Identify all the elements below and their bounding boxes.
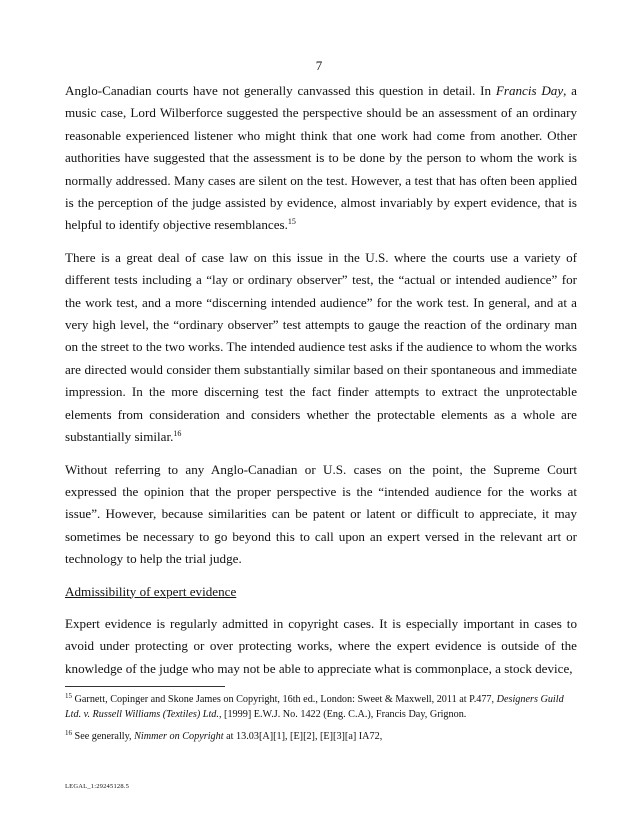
paragraph-4	[65, 613, 577, 680]
footnote-text: Garnett, Copinger and Skone James on Copyright, 16th ed., London: Sweet & Maxwell, 2011 at P.477,	[72, 694, 497, 705]
footnotes	[65, 692, 577, 751]
case-name: Designers Guild Ltd. v. Russell Williams (Textiles) Ltd.	[65, 694, 564, 720]
footnote-ref-16[interactable]: 16	[173, 429, 182, 439]
book-title: Nimmer on Copyright	[134, 731, 224, 742]
case-name: Francis Day	[495, 83, 564, 98]
section-heading: Admissibility of expert evidence	[65, 583, 237, 599]
paragraph-1	[65, 80, 577, 237]
paragraph-text: Expert evidence is regularly admitted in copyright cases. It is especially important in cases to avoid under protecting or over protecting works, where the expert evidence is outside of the knowledge of the judge who may not be able to appreciate what is commonplace, a stock device,	[65, 615, 577, 676]
page-number: 7	[315, 58, 323, 73]
footnote-number: 16	[65, 729, 72, 737]
body-text	[65, 80, 577, 690]
footnote-ref-15[interactable]: 15	[287, 217, 296, 227]
footnote-16	[65, 729, 577, 744]
footnote-number: 15	[65, 692, 72, 700]
footnote-text: See generally,	[72, 731, 135, 742]
paragraph-2	[65, 247, 577, 449]
paragraph-3	[65, 459, 577, 571]
paragraph-text: , a music case, Lord Wilberforce suggested the perspective should be an assessment of an ordinary reasonable experienced listener who might think that one work had come from another. Other authorities have suggested that the assessment is to be done by the person to whom the work is normally addressed. Many cases are silent on the test. However, a test that has often been applied is the perception of the judge assisted by evidence, almost invariably by expert evidence, that is helpful to identify objective resemblances.	[65, 83, 577, 233]
paragraph-text: Without referring to any Anglo-Canadian or U.S. cases on the point, the Supreme Court expressed the opinion that the proper perspective is the “intended audience for the works at issue”. However, because similarities can be patent or latent or difficult to appreciate, it may sometimes be necessary to go beyond this to call upon an expert versed in the relevant art or technology to help the trial judge.	[65, 461, 577, 567]
document-id-footer: LEGAL_1:29245128.5	[65, 783, 130, 790]
paragraph-text: There is a great deal of case law on this issue in the U.S. where the courts use a variety of different tests including a “lay or ordinary observer” test, the “actual or intended audience” for the work test, and a more “discerning intended audience” for the work test. In general, and at a very high level, the “ordinary observer” test attempts to gauge the reaction of the ordinary man on the street to the two works. The intended audience test asks if the audience to whom the works are directed would consider them substantially similar based on their spontaneous and immediate impression. In the more discerning test the fact finder attempts to extract the unprotectable elements from consideration and considers whether the protectable elements as a whole are substantially similar.	[65, 249, 577, 445]
paragraph-text: Anglo-Canadian courts have not generally canvassed this question in detail. In	[65, 83, 496, 98]
footnote-separator	[65, 686, 225, 687]
footnote-15	[65, 692, 577, 722]
footnote-text: at 13.03[A][1], [E][2], [E][3][a] IA72,	[223, 731, 383, 742]
footnote-text: , [1999] E.W.J. No. 1422 (Eng. C.A.), Francis Day, Grignon.	[218, 709, 467, 720]
